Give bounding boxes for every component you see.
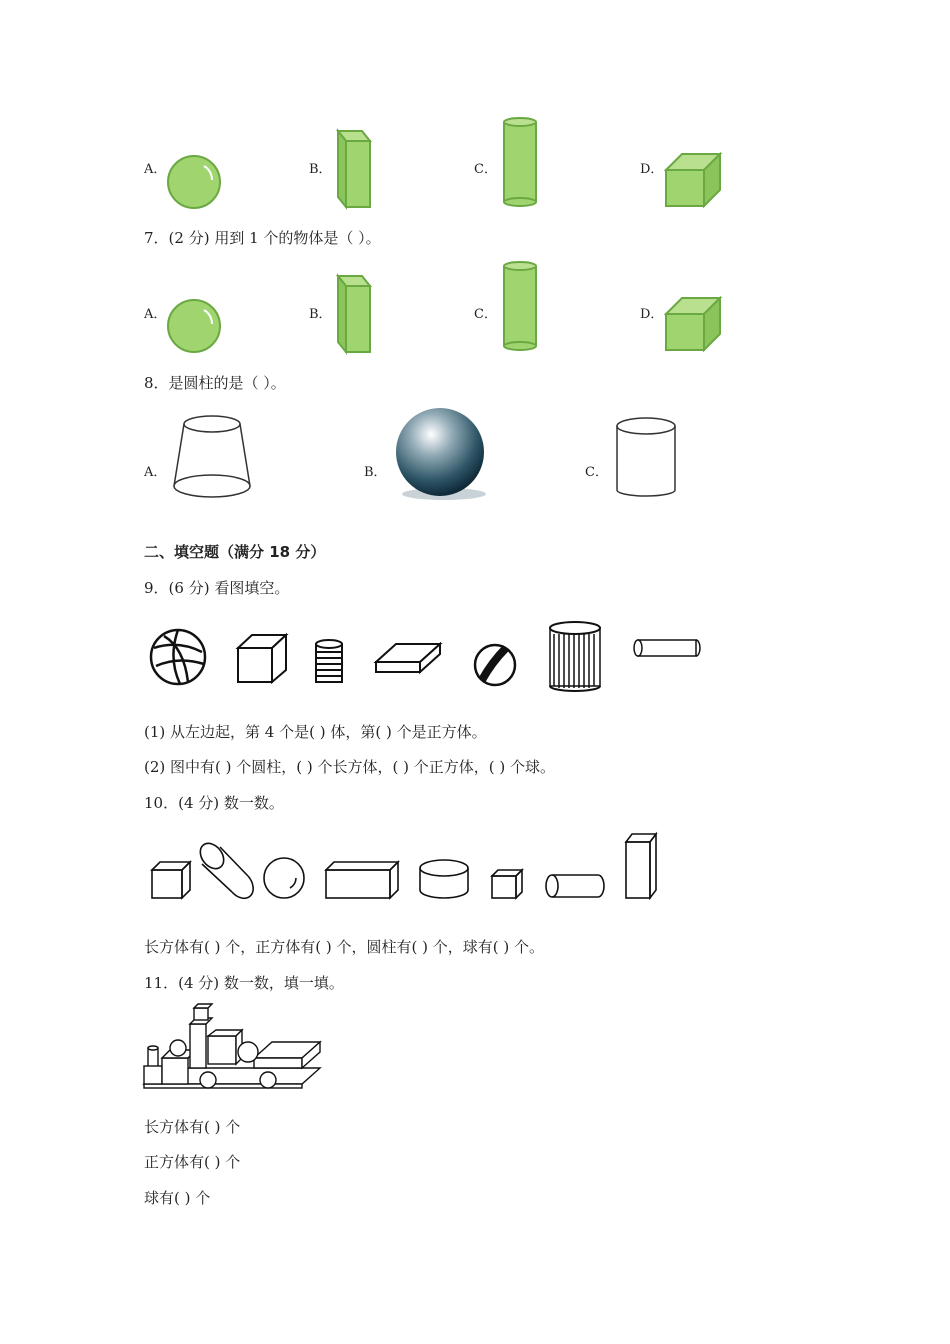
cuboid-icon [334, 127, 374, 209]
cylinder-icon [614, 416, 678, 498]
striped-cylinder-icon [550, 622, 600, 691]
q9-prompt: 9．(6 分) 看图填空。 [144, 579, 290, 597]
sphere-icon [166, 298, 224, 354]
q6-option-a-label: A． [144, 162, 167, 177]
q10-answer-line: 长方体有( ) 个，正方体有( ) 个，圆柱有( ) 个，球有( ) 个。 [144, 938, 544, 956]
ball-icon [475, 645, 515, 685]
sphere-icon [166, 154, 224, 210]
coin-stack-icon [316, 640, 342, 682]
tall-cuboid-icon [626, 834, 656, 898]
q8-option-c-label: C． [585, 465, 608, 480]
long-cuboid-icon [326, 862, 398, 898]
cylinder-icon [500, 116, 540, 208]
q9-shapes-figure [144, 618, 710, 702]
q6-option-d-label: D． [640, 162, 664, 177]
q11-line-1: 长方体有( ) 个 [144, 1118, 241, 1136]
q7-option-c-label: C． [474, 307, 497, 322]
short-cylinder-icon [420, 860, 468, 898]
q9-line-1: (1) 从左边起，第 4 个是( ) 体，第( ) 个是正方体。 [144, 723, 487, 741]
q8-prompt: 8．是圆柱的是（ ）。 [144, 374, 286, 392]
cube-icon [238, 635, 286, 682]
sphere-icon [264, 858, 304, 898]
q10-shapes-figure [150, 830, 660, 902]
cube-icon [492, 870, 522, 898]
section-heading: 二、填空题（满分 18 分） [144, 543, 326, 561]
q11-prompt: 11．(4 分) 数一数，填一填。 [144, 974, 344, 992]
q7-option-d-label: D． [640, 307, 664, 322]
q11-train-figure [142, 1004, 324, 1092]
tube-icon [634, 640, 700, 656]
cube-icon [664, 152, 722, 210]
q7-prompt: 7．(2 分) 用到 1 个的物体是（ ）。 [144, 229, 381, 247]
q8-option-a-label: A． [144, 465, 167, 480]
q8-option-b-label: B． [364, 465, 387, 480]
cuboid-icon [334, 272, 374, 354]
q6-option-b-label: B． [309, 162, 332, 177]
sphere-icon [394, 406, 490, 502]
tilted-cylinder-icon [196, 839, 254, 898]
q9-line-2: (2) 图中有( ) 个圆柱，( ) 个长方体，( ) 个正方体，( ) 个球。 [144, 758, 555, 776]
q11-line-3: 球有( ) 个 [144, 1189, 211, 1207]
cylinder-icon [500, 260, 540, 352]
q7-option-a-label: A． [144, 307, 167, 322]
q10-prompt: 10．(4 分) 数一数。 [144, 794, 284, 812]
volleyball-icon [151, 630, 205, 684]
q11-line-2: 正方体有( ) 个 [144, 1153, 241, 1171]
frustum-icon [172, 414, 254, 502]
lying-cylinder-icon [546, 875, 604, 897]
cube-icon [664, 296, 722, 354]
flat-cuboid-icon [376, 644, 440, 672]
cube-icon [152, 862, 190, 898]
q7-option-b-label: B． [309, 307, 332, 322]
q6-option-c-label: C． [474, 162, 497, 177]
